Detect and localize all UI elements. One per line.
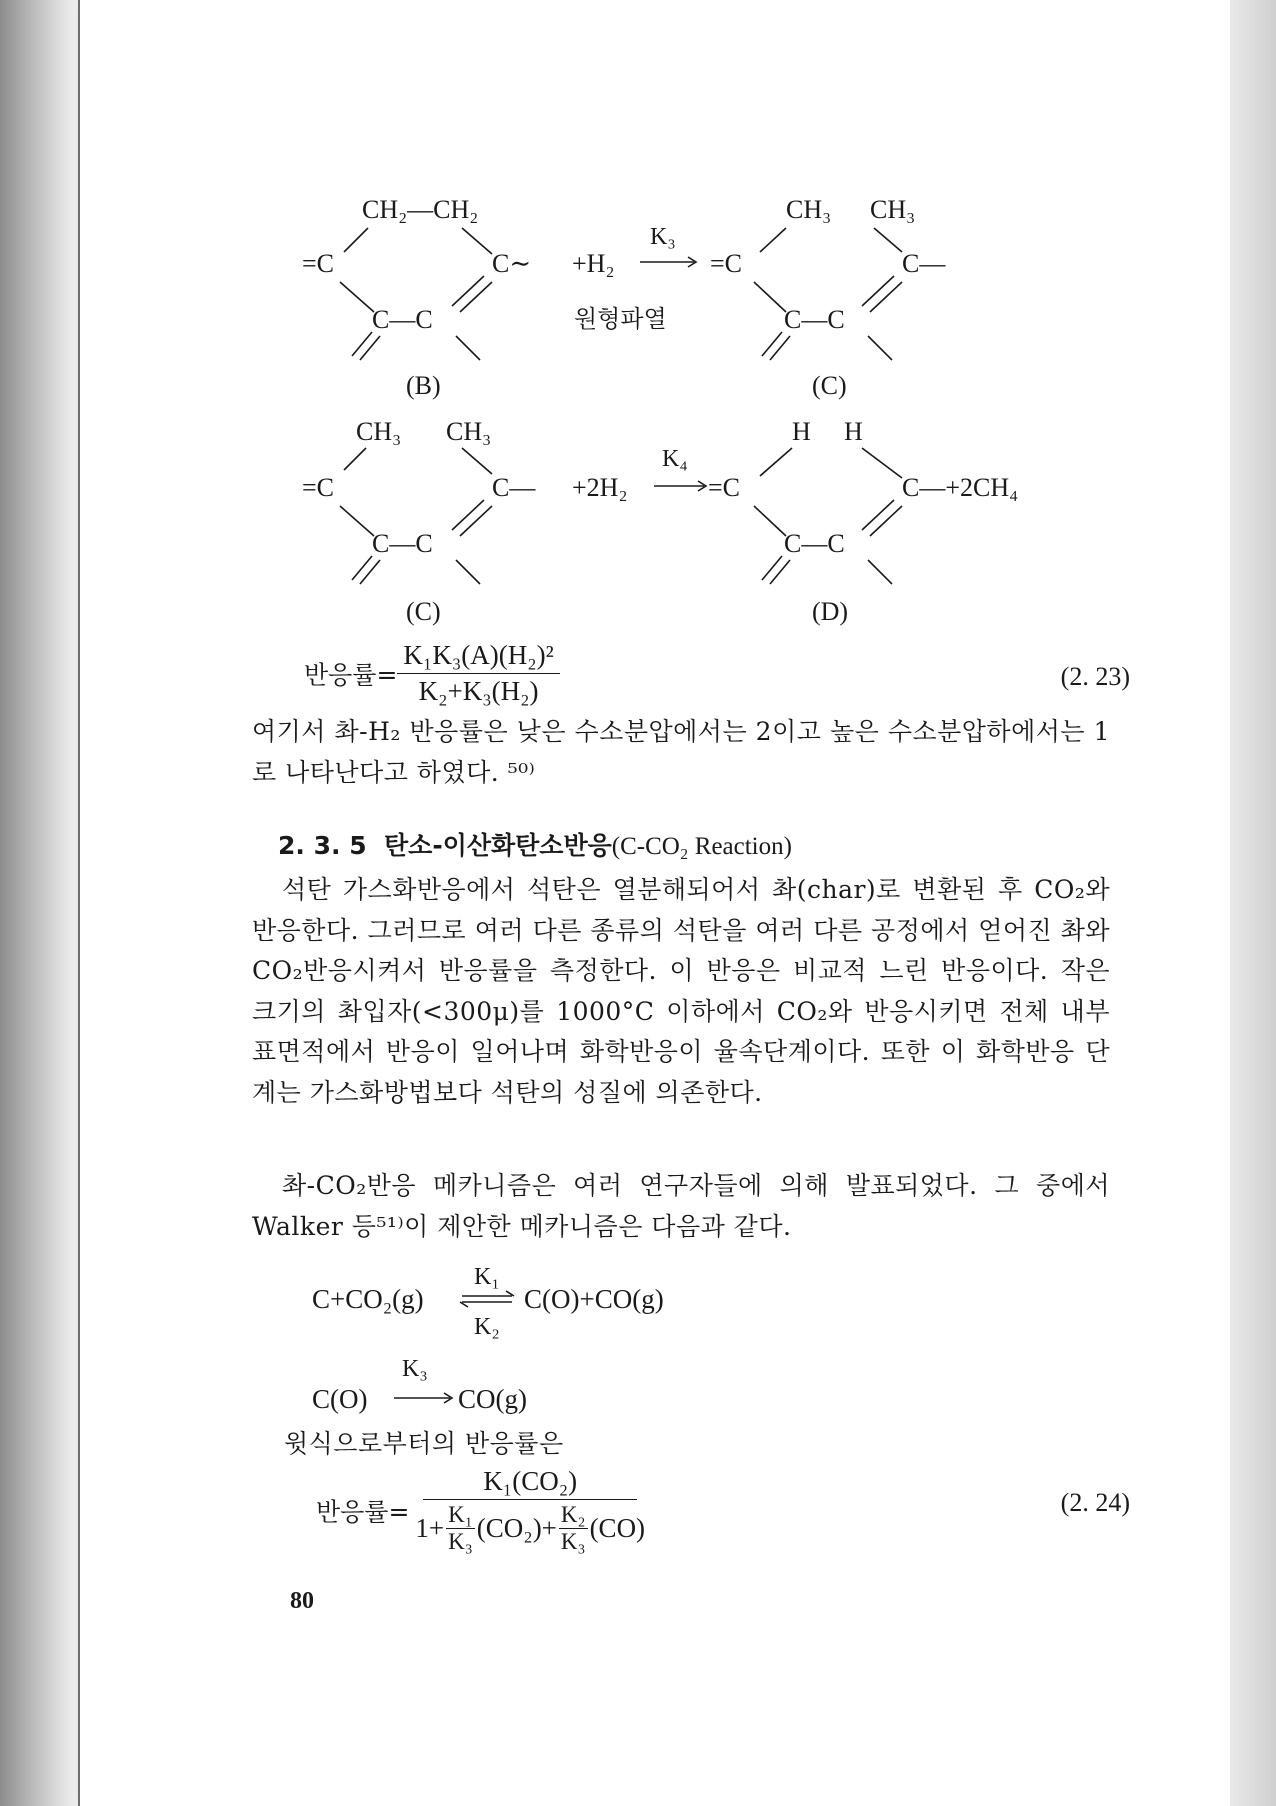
structure-c-bottom: C—C: [784, 305, 845, 334]
forward-arrow-icon: [390, 1352, 460, 1412]
den-term-2: (CO): [589, 1513, 646, 1543]
k1-forward: K₁: [474, 1264, 500, 1290]
equilibrium-arrow-icon: [456, 1262, 526, 1342]
section-subtitle: (C-CO₂ Reaction): [611, 833, 792, 860]
paragraph-char-h2: 여기서 촤-H₂ 반응률은 낮은 수소분압에서는 2이고 높은 수소분압하에서는 1로 나타난다고 하였다. ⁵⁰⁾: [252, 717, 1110, 787]
section-title: 탄소-이산화탄소반응: [384, 831, 612, 860]
sub-fraction-den-2: K₃: [560, 1529, 586, 1554]
k2-reverse: K₂: [474, 1314, 500, 1340]
reagent-h2: +H₂: [572, 249, 615, 278]
k3: K₃: [402, 1356, 428, 1382]
mechanism-step-2-left: C(O): [312, 1384, 368, 1414]
chemical-structures: [0, 0, 1276, 640]
structure-b-right-atom: C∼: [492, 249, 532, 278]
sub-fraction-k2-k3: [559, 1502, 588, 1555]
structure-d: [708, 417, 1018, 626]
structure-d-label: (D): [812, 597, 849, 626]
equation-lhs-2: 반응률=: [316, 1497, 410, 1527]
equation-lhs: 반응률=: [304, 660, 398, 690]
equation-numerator: K₁K₃(A)(H₂)²: [397, 640, 559, 674]
structure-c-left-atom: =C: [710, 249, 743, 278]
structure-c2-right-atom: C—: [492, 473, 536, 502]
arrow-caption-ring-opening: 원형파열: [574, 307, 667, 333]
structure-c-ch3-left: CH₃: [786, 195, 832, 224]
reaction-arrow-1: [572, 224, 696, 333]
equation-denominator-2: [409, 1500, 651, 1555]
structure-c-bottom-row: [302, 417, 536, 626]
structure-c-top: [710, 195, 946, 400]
structure-c2-ch3-right: CH₃: [446, 417, 492, 446]
sub-fraction-num-1: K₁: [448, 1502, 473, 1527]
equation-2-24: [316, 1466, 651, 1555]
structure-d-h-right: H: [844, 417, 863, 446]
reagent-2h2: +2H₂: [572, 473, 628, 502]
structure-b-left-atom: =C: [302, 249, 335, 278]
structure-c-ch3-right: CH₃: [870, 195, 916, 224]
section-heading: [278, 826, 792, 862]
rate-constant-k4: K₄: [662, 446, 688, 472]
structure-c2-label: (C): [406, 597, 441, 626]
structure-d-right-atom: C—+2CH₄: [902, 473, 1019, 502]
mechanism-step-2-right: CO(g): [458, 1384, 527, 1414]
equation-number-2-23: (2. 23): [1060, 662, 1130, 691]
equation-denominator: K₂+K₃(H₂): [418, 676, 539, 706]
den-term-1: (CO₂)+: [476, 1513, 557, 1543]
paragraph-mechanism-intro: 촤-CO₂반응 메카니즘은 여러 연구자들에 의해 발표되었다. 그 중에서 Walker 등⁵¹⁾이 제안한 메카니즘은 다음과 같다.: [252, 1171, 1110, 1241]
structure-c2-left-atom: =C: [302, 473, 335, 502]
mechanism-step-1-left: C+CO₂(g): [312, 1284, 424, 1314]
paragraph-rate-from-above: 윗식으로부터의 반응률은: [284, 1429, 564, 1458]
structure-b-label: (B): [406, 371, 441, 400]
equation-number-2-24: (2. 24): [1060, 1488, 1130, 1517]
structure-d-h-left: H: [792, 417, 811, 446]
rate-constant-k3: K₃: [650, 224, 676, 250]
sub-fraction-num-2: K₂: [560, 1502, 586, 1527]
page-number: 80: [290, 1588, 314, 1614]
structure-b: [302, 195, 531, 400]
structure-c2-bottom: C—C: [372, 529, 433, 558]
paragraph-c-co2-intro: 석탄 가스화반응에서 석탄은 열분해되어서 촤(char)로 변환된 후 CO₂와 반응한다. 그러므로 여러 다른 종류의 석탄을 여러 다른 공정에서 얻어진 촤와 CO₂반응시켜서 반응률을 측정한다. 이 반응은 비교적 느린 반응이다. 작은 크기의 촤입자(<300μ)를 1000°C 이하에서 CO₂와 반응시키면 전체 내부표면적에서 반응이 일어나며 화학반응이 율속단계이다. 또한 이 화학반응 단계는 가스화방법보다 석탄의 성질에 의존한다.: [252, 875, 1110, 1107]
equation-fraction: [397, 640, 559, 707]
equation-numerator-2: K₁(CO₂): [423, 1466, 637, 1500]
structure-d-bottom: C—C: [784, 529, 845, 558]
structure-d-left-atom: =C: [708, 473, 741, 502]
sub-fraction-den-1: K₃: [448, 1529, 473, 1554]
reaction-arrow-2: [572, 446, 706, 502]
mechanism-step-1-right: C(O)+CO(g): [524, 1284, 664, 1314]
den-prefix: 1+: [415, 1513, 445, 1543]
structure-b-bottom: C—C: [372, 305, 433, 334]
equation-fraction-2: [409, 1466, 651, 1555]
equation-2-23: [304, 640, 560, 707]
section-number: 2. 3. 5: [278, 831, 367, 860]
structure-c-label: (C): [812, 371, 847, 400]
structure-b-top-group: CH₂—CH₂: [362, 195, 479, 224]
structure-c2-ch3-left: CH₃: [356, 417, 402, 446]
sub-fraction-k1-k3: [446, 1502, 475, 1555]
structure-c-right-atom: C—: [902, 249, 946, 278]
